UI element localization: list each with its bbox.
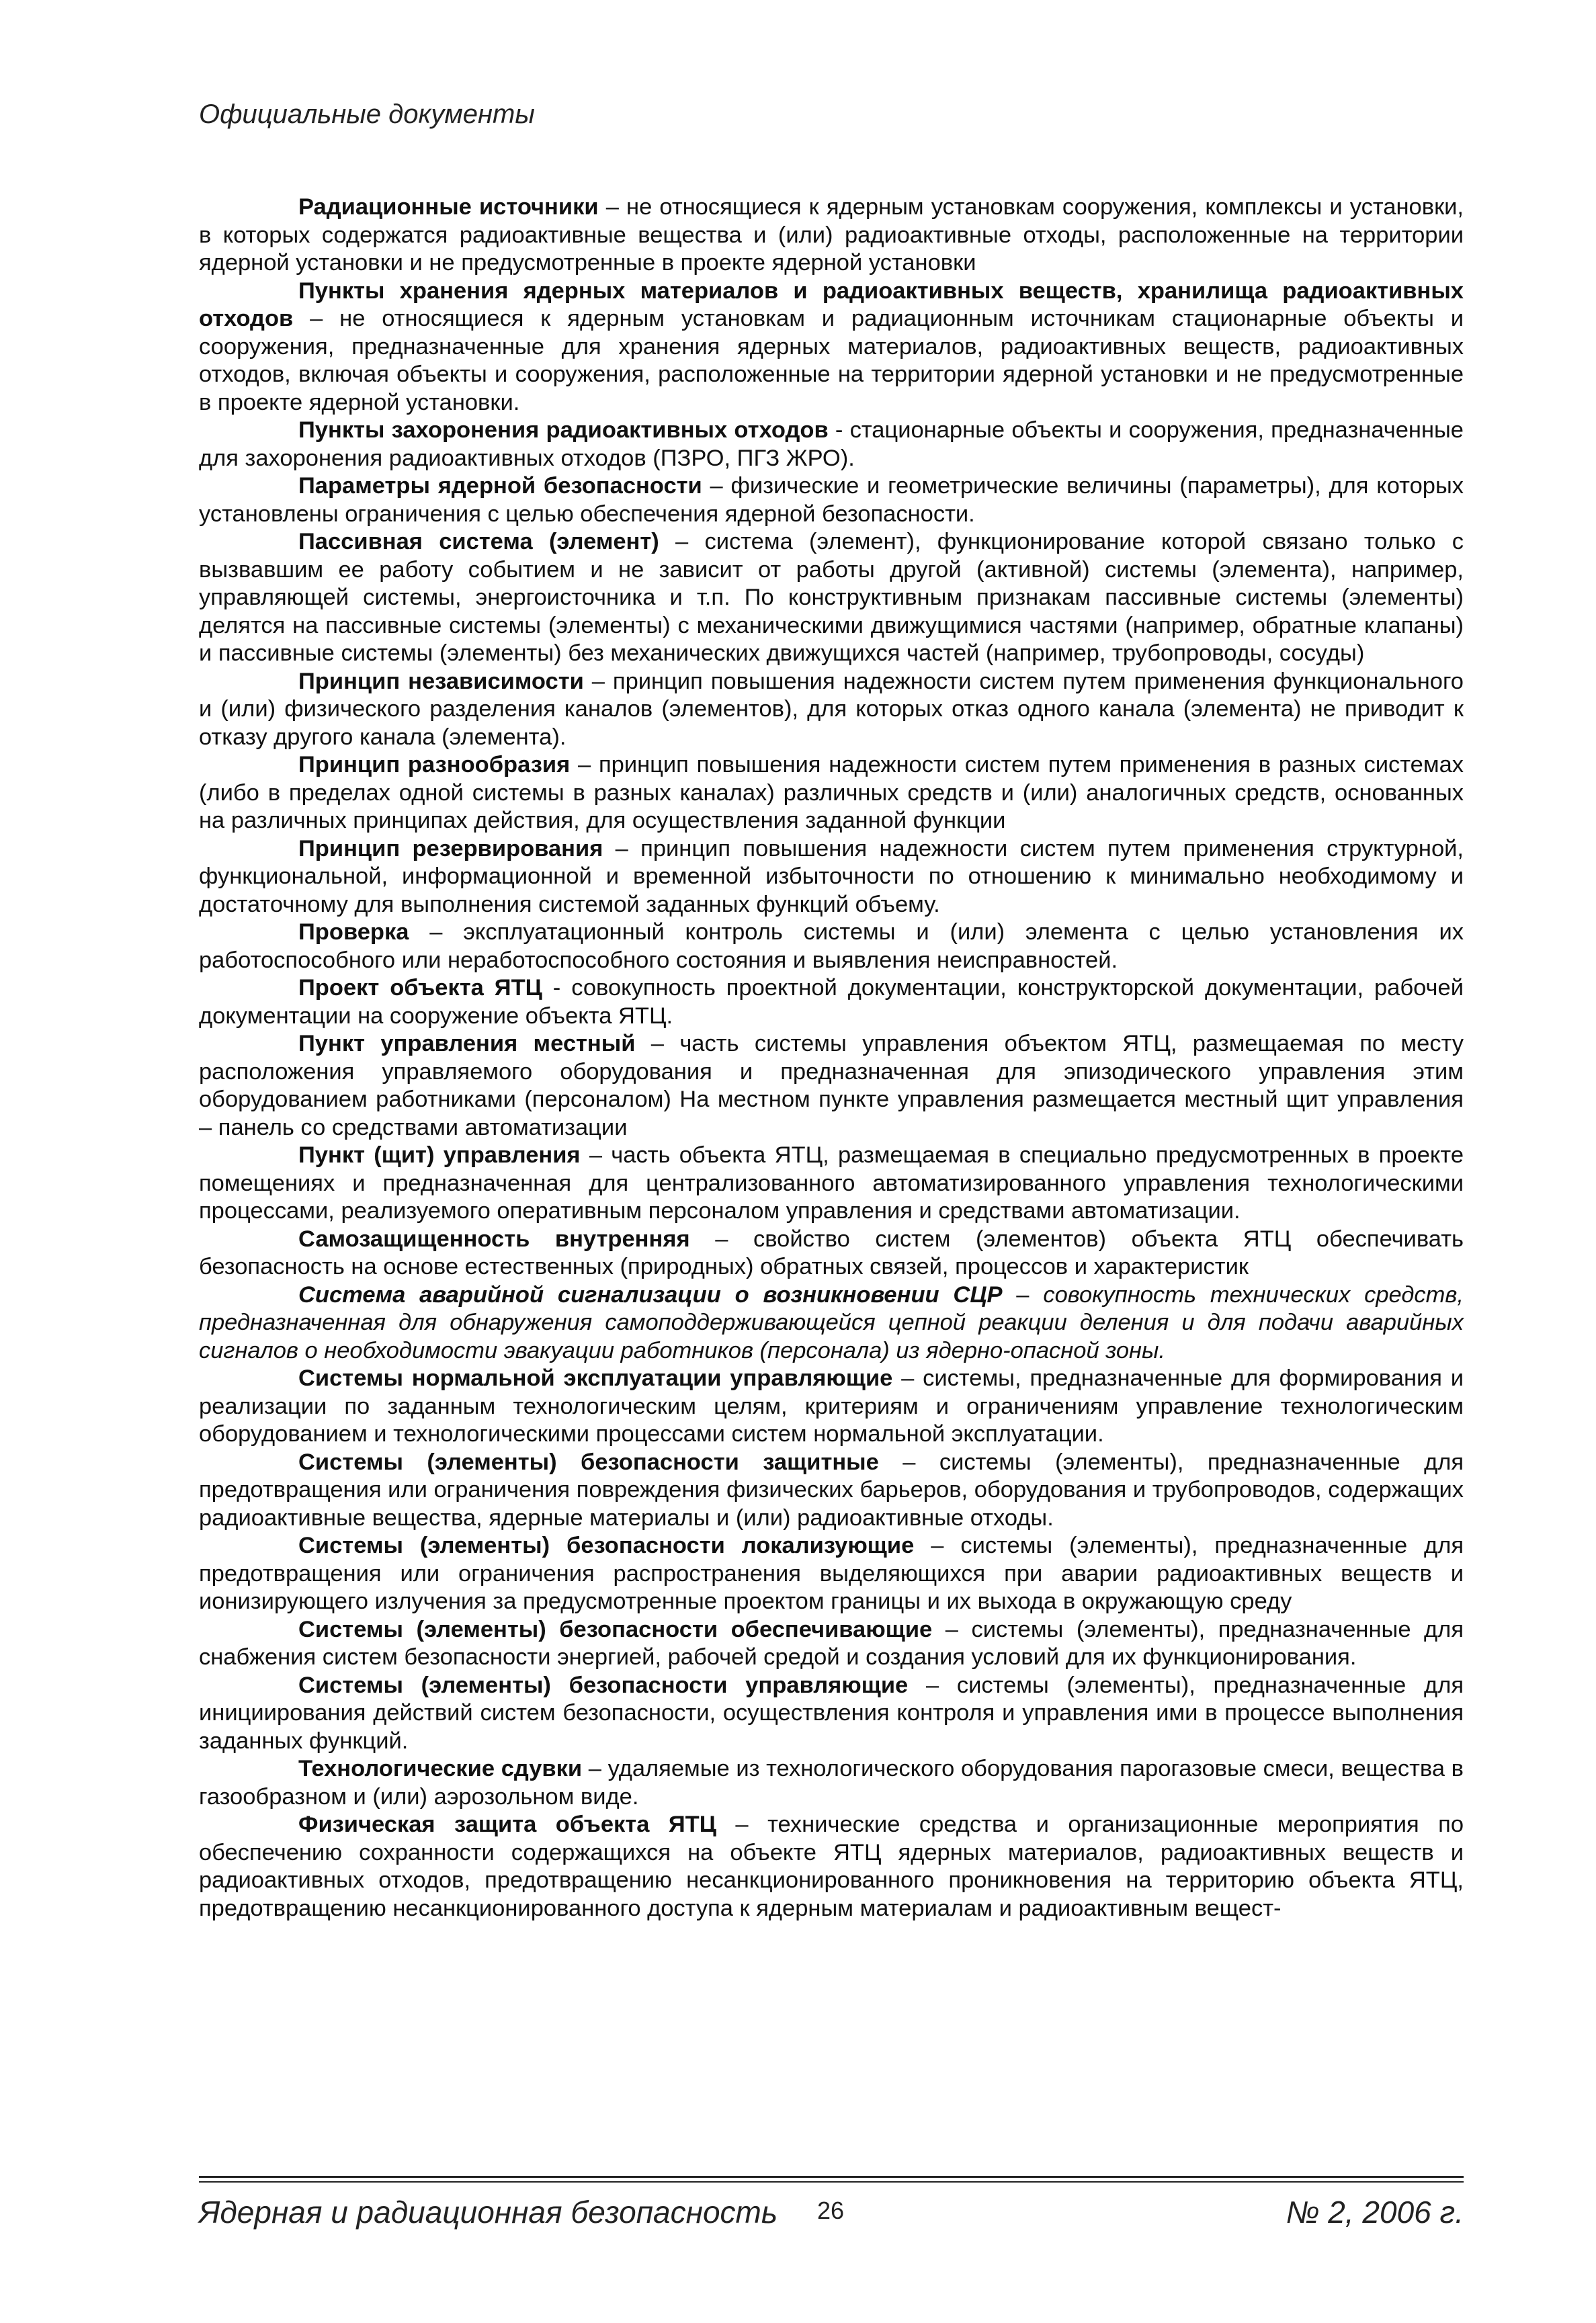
definition-text: не относящиеся к ядерным установкам сооружения, комплексы и установки, в которых содержатся радиоактивные вещества и (или) радиоактивные отходы, расположенные на территории ядерной установки и не предусмотренные в проекте ядерной установки (199, 194, 1464, 276)
definition-separator: – (878, 1449, 939, 1475)
definition-term: Физическая защита объекта ЯТЦ (298, 1812, 716, 1837)
definition-text: свойство систем (элементов) объекта ЯТЦ обеспечивать безопасность на основе естественных (природных) обратных связей, процессов и характеристик (199, 1226, 1464, 1279)
definition-separator: – (583, 668, 613, 694)
definition-separator: – (659, 529, 705, 554)
definition-separator: – (293, 306, 340, 331)
definition-separator: – (1002, 1281, 1044, 1308)
definition-paragraph (199, 1281, 1464, 1365)
definition-separator: - (542, 975, 572, 1001)
definition-separator: - (828, 417, 850, 443)
definition-paragraph (199, 751, 1464, 835)
definition-paragraph (199, 1365, 1464, 1449)
definition-separator: – (914, 1533, 961, 1558)
definition-text: принцип повышения надежности систем путем применения функционального и (или) физического разделения каналов (элементов), для которых отказ одного канала (элемента) не приводит к отказу другого канала (элемента). (199, 668, 1464, 750)
definition-paragraph (199, 835, 1464, 919)
definition-term: Пассивная система (элемент) (298, 529, 659, 554)
definition-term: Системы (элементы) безопасности управляющие (298, 1672, 909, 1698)
definition-paragraph (199, 278, 1464, 417)
footer-rule (199, 2176, 1464, 2178)
definition-text: часть системы управления объектом ЯТЦ, размещаемая по месту расположения управляемого оборудования и предназначенная для эпизодического управления этим оборудованием работниками (персоналом) На местном пункте управления размещается местный щит управления – панель со средствами автоматизации (199, 1031, 1464, 1140)
definition-term: Радиационные источники (298, 194, 599, 220)
definition-paragraph (199, 668, 1464, 752)
definition-separator: – (603, 835, 641, 861)
definition-separator: – (689, 1226, 753, 1252)
definition-term: Пункт (щит) управления (298, 1142, 581, 1168)
definition-term: Системы (элементы) безопасности локализующие (298, 1533, 915, 1558)
definition-paragraph (199, 1226, 1464, 1281)
definition-paragraph (199, 1811, 1464, 1923)
definition-paragraph (199, 1142, 1464, 1226)
page-number: 26 (817, 2197, 845, 2224)
definition-paragraph (199, 1616, 1464, 1672)
document-body (199, 194, 1464, 1923)
definition-term: Система аварийной сигнализации о возникновении СЦР (298, 1281, 1003, 1308)
definition-text: технические средства и организационные мероприятия по обеспечению сохранности содержащихся на объекте ЯТЦ ядерных материалов, радиоактивных веществ и радиоактивных отходов, предотвращению несанкционированного проникновения на территорию объекта ЯТЦ, предотвращению несанкционированного доступа к ядерным материалам и радиоактивным вещест- (199, 1812, 1464, 1921)
definition-paragraph (199, 1532, 1464, 1616)
definition-term: Параметры ядерной безопасности (298, 473, 702, 499)
issue-number: № 2, 2006 г. (1286, 2195, 1464, 2230)
definition-term: Системы нормальной эксплуатации управляющие (298, 1365, 893, 1391)
definition-paragraph (199, 194, 1464, 278)
definition-paragraph (199, 472, 1464, 528)
definition-text: совокупность проектной документации, конструкторской документации, рабочей документации на сооружение объекта ЯТЦ. (199, 975, 1464, 1029)
definition-term: Проверка (298, 919, 409, 945)
definition-text: физические и геометрические величины (параметры), для которых установлены ограничения с целью обеспечения ядерной безопасности. (199, 473, 1464, 527)
definition-text: удаляемые из технологического оборудования парогазовые смеси, вещества в газообразном и (или) аэрозольном виде. (199, 1756, 1464, 1810)
definition-text: принцип повышения надежности систем путем применения структурной, функциональной, информационной и временной избыточности по отношению к минимально необходимому и достаточному для выполнения системой заданных функций объему. (199, 835, 1464, 917)
journal-title: Ядерная и радиационная безопасность (199, 2195, 778, 2230)
definition-text: системы (элементы), предназначенные для предотвращения или ограничения распространения выделяющихся при аварии радиоактивных веществ и ионизирующего излучения за предусмотренные проектом границы и их выхода в окружающую среду (199, 1533, 1464, 1614)
definition-separator: – (582, 1756, 608, 1781)
definition-term: Принцип разнообразия (298, 752, 571, 777)
definition-text: система (элемент), функционирование которой связано только с вызвавшим ее работу событием и не зависит от работы другой (активной) системы (элемента), например, управляющей системы, энергоисточника и т.п. По конструктивным признакам пассивные системы (элементы) делятся на пассивные системы (элементы) с механическими движущимися частями (например, обратные клапаны) и пассивные системы (элементы) без механических движущихся частей (например, трубопроводы, сосуды) (199, 529, 1464, 666)
definition-paragraph (199, 974, 1464, 1030)
definition-term: Пункты захоронения радиоактивных отходов (298, 417, 829, 443)
section-header: Официальные документы (199, 99, 535, 129)
definition-separator: – (598, 194, 627, 220)
definition-separator: – (702, 473, 731, 499)
definition-paragraph (199, 1030, 1464, 1142)
footer-rule-thin (199, 2181, 1464, 2183)
definition-separator: – (908, 1672, 957, 1698)
definition-term: Самозащищенность внутренняя (298, 1226, 690, 1252)
definition-term: Принцип резервирования (298, 835, 603, 861)
definition-separator: – (932, 1616, 972, 1642)
definition-separator: – (892, 1365, 923, 1391)
definition-paragraph (199, 528, 1464, 668)
definition-separator: – (716, 1812, 768, 1837)
definition-term: Пункт управления местный (298, 1031, 636, 1056)
definition-paragraph (199, 1449, 1464, 1533)
definition-paragraph (199, 919, 1464, 974)
definition-term: Системы (элементы) безопасности защитные (298, 1449, 879, 1475)
definition-separator: – (570, 752, 599, 777)
definition-text: системы (элементы), предназначенные для инициирования действий систем безопасности, осуществления контроля и управления ими в процессе выполнения заданных функций. (199, 1672, 1464, 1754)
page-footer (199, 2194, 1464, 2234)
definition-text: не относящиеся к ядерным установкам и радиационным источникам стационарные объекты и сооружения, предназначенные для хранения ядерных материалов, радиоактивных веществ, радиоактивных отходов, включая объекты и сооружения, расположенные на территории ядерной установки и не предусмотренные в проекте ядерной установки. (199, 306, 1464, 415)
definition-text: системы (элементы), предназначенные для предотвращения или ограничения повреждения физических барьеров, оборудования и трубопроводов, содержащих радиоактивные вещества, ядерные материалы и (или) радиоактивные отходы. (199, 1449, 1464, 1531)
definition-term: Проект объекта ЯТЦ (298, 975, 542, 1001)
definition-separator: – (580, 1142, 612, 1168)
definition-separator: – (635, 1031, 680, 1056)
definition-text: совокупность технических средств, предназначенная для обнаружения самоподдерживающейся цепной реакции деления и для подачи аварийных сигналов о необходимости эвакуации работников (персонала) из ядерно-опасной зоны. (199, 1281, 1464, 1363)
definition-paragraph (199, 1672, 1464, 1756)
definition-text: часть объекта ЯТЦ, размещаемая в специально предусмотренных в проекте помещениях и предназначенная для централизованного автоматизированного управления технологическими процессами, реализуемого оперативным персоналом управления и средствами автоматизации. (199, 1142, 1464, 1224)
definition-text: принцип повышения надежности систем путем применения в разных системах (либо в пределах одной системы в разных каналах) различных средств и (или) аналогичных средств, основанных на различных принципах действия, для осуществления заданной функции (199, 752, 1464, 833)
definition-term: Системы (элементы) безопасности обеспечивающие (298, 1616, 933, 1642)
definition-text: стационарные объекты и сооружения, предназначенные для захоронения радиоактивных отходов (ПЗРО, ПГЗ ЖРО). (199, 417, 1464, 471)
definition-term: Принцип независимости (298, 668, 584, 694)
definition-term: Технологические сдувки (298, 1756, 583, 1781)
definition-term: Пункты хранения ядерных материалов и радиоактивных веществ, хранилища радиоактивных отходов (199, 278, 1464, 331)
definition-separator: – (409, 919, 464, 945)
definition-text: системы, предназначенные для формирования и реализации по заданным технологическим целям, критериям и ограничениям управление технологическим оборудованием и технологическими процессами систем нормальной эксплуатации. (199, 1365, 1464, 1447)
definition-text: эксплуатационный контроль системы и (или) элемента с целью установления их работоспособного или неработоспособного состояния и выявления неисправностей. (199, 919, 1464, 973)
definition-paragraph (199, 417, 1464, 472)
definition-paragraph (199, 1755, 1464, 1811)
definition-text: системы (элементы), предназначенные для снабжения систем безопасности энергией, рабочей средой и создания условий для их функционирования. (199, 1616, 1464, 1670)
